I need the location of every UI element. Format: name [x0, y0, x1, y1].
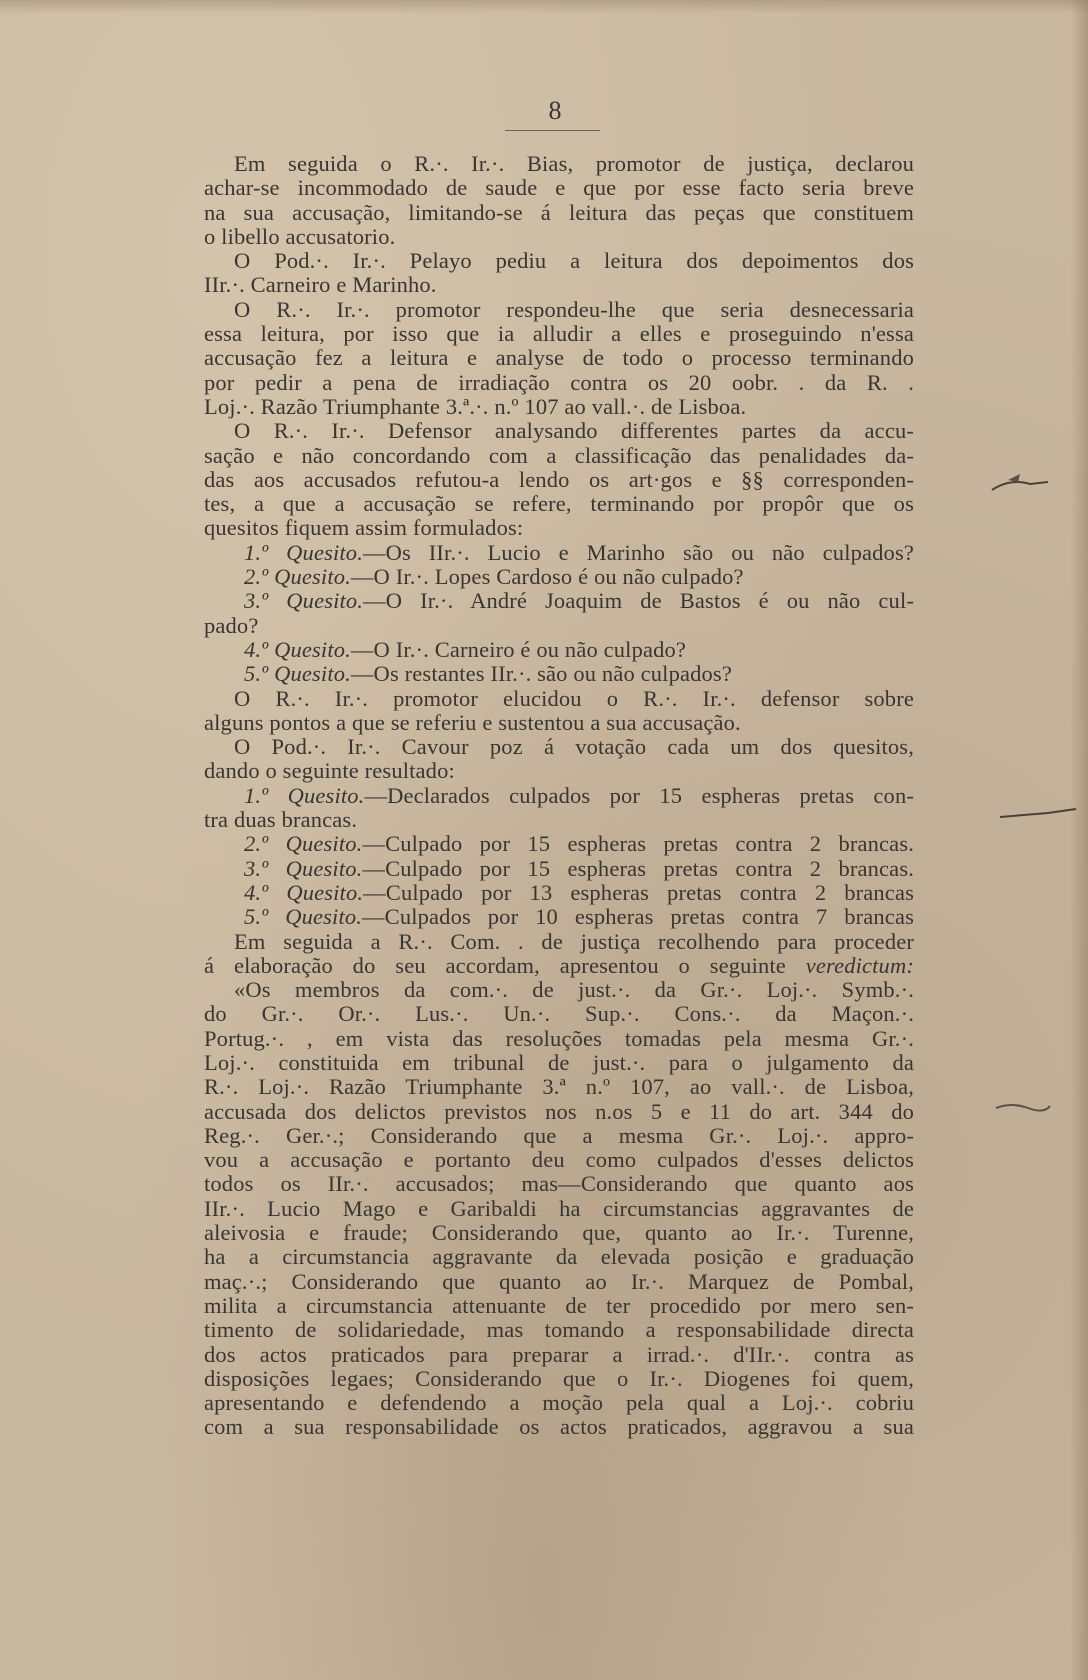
- text-line: essa leitura, por isso que ia alludir a elles e proseguindo n'essa: [204, 321, 914, 347]
- text-line: tra duas brancas.: [204, 807, 358, 833]
- text-line: maç.·.; Considerando que quanto ao Ir.·. Marquez de Pombal,: [204, 1268, 914, 1294]
- text-line: 2.º Quesito.—O Ir.·. Lopes Cardoso é ou não culpado?: [244, 564, 744, 590]
- text-line: Em seguida o R.·. Ir.·. Bias, promotor de justiça, declarou: [234, 151, 914, 176]
- text-line: tes, a que a accusação se refere, terminando por propôr que os: [204, 491, 914, 517]
- text-line: 5.º Quesito.—Culpados por 10 espheras pretas contra 7 brancas: [244, 904, 914, 930]
- italic-run: 3.º Quesito.: [244, 855, 363, 881]
- italic-run: 3.º Quesito.: [244, 588, 364, 614]
- text-line: O Pod.·. Ir.·. Cavour poz á votação cada um dos quesitos,: [234, 734, 914, 760]
- margin-mark-2-icon: [998, 805, 1078, 825]
- text-line: com a sua responsabilidade os actos praticados, aggravou a sua: [204, 1414, 914, 1440]
- text-line: todos os IIr.·. accusados; mas—Considerando que quanto aos: [204, 1171, 914, 1197]
- text-line: 1.º Quesito.—Declarados culpados por 15 espheras pretas con-: [244, 782, 914, 808]
- italic-run: 5.º Quesito.: [244, 661, 351, 687]
- text-line: Loj.·. Razão Triumphante 3.ª.·. n.º 107 ao vall.·. de Lisboa.: [204, 393, 747, 419]
- italic-run: 1.º Quesito.: [244, 539, 363, 565]
- text-line: aleivosia e fraude; Considerando que, quanto ao Ir.·. Turenne,: [204, 1220, 914, 1246]
- margin-mark-3-icon: [992, 1098, 1052, 1118]
- text-line: timento de solidariedade, mas tomando a responsabilidade directa: [204, 1317, 914, 1343]
- italic-run: 2.º Quesito.: [244, 564, 351, 590]
- text-line: 3.º Quesito.—Culpado por 15 espheras pretas contra 2 brancas.: [244, 855, 914, 881]
- italic-run: 5.º Quesito.: [244, 904, 363, 930]
- text-line: vou a accusação e portanto deu como culpados d'esses delictos: [204, 1147, 914, 1173]
- text-line: milita a circumstancia attenuante de ter procedido por mero sen-: [204, 1292, 914, 1318]
- margin-mark-1-icon: [990, 468, 1050, 498]
- text-line: O R.·. Ir.·. promotor respondeu-lhe que seria desnecessaria: [234, 296, 914, 322]
- text-line: alguns pontos a que se referiu e sustentou a sua accusação.: [204, 709, 741, 735]
- text-line: dando o seguinte resultado:: [204, 758, 455, 784]
- page-right-edge: [1070, 0, 1088, 1680]
- text-line: por pedir a pena de irradiação contra os 20 oobr. . da R. .: [204, 369, 914, 395]
- text-line: o libello accusatorio.: [204, 223, 396, 249]
- text-line: pado?: [204, 612, 259, 638]
- body-text: [204, 152, 914, 1440]
- text-line: 1.º Quesito.—Os IIr.·. Lucio e Marinho são ou não culpados?: [244, 539, 914, 565]
- text-line: dos actos praticados para preparar a irrad.·. d'IIr.·. contra as: [204, 1341, 914, 1367]
- italic-run: veredictum:: [805, 952, 914, 978]
- text-line: R.·. Loj.·. Razão Triumphante 3.ª n.º 107, ao vall.·. de Lisboa,: [204, 1074, 914, 1100]
- text-line: á elaboração do seu accordam, apresentou o seguinte veredictum:: [204, 952, 914, 978]
- italic-run: 2.º Quesito.: [244, 831, 363, 857]
- text-line: 2.º Quesito.—Culpado por 15 espheras pretas contra 2 brancas.: [244, 831, 914, 857]
- text-line: accusada dos delictos previstos nos n.os 5 e 11 do art. 344 do: [204, 1098, 914, 1124]
- text-line: Loj.·. constituida em tribunal de just.·. para o julgamento da: [204, 1049, 914, 1075]
- text-line: apresentando e defendendo a moção pela qual a Loj.·. cobriu: [204, 1390, 914, 1416]
- text-line: O R.·. Ir.·. Defensor analysando differentes partes da accu-: [234, 418, 914, 444]
- text-line: achar-se incommodado de saude e que por esse facto seria breve: [204, 175, 914, 201]
- page-number: 8: [548, 96, 562, 125]
- text-line: Portug.·. , em vista das resoluções tomadas pela mesma Gr.·.: [204, 1025, 914, 1051]
- text-line: O R.·. Ir.·. promotor elucidou o R.·. Ir.·. defensor sobre: [234, 685, 914, 711]
- text-line: IIr.·. Lucio Mago e Garibaldi ha circumstancias aggravantes de: [204, 1195, 914, 1221]
- text-line: 4.º Quesito.—Culpado por 13 espheras pretas contra 2 brancas: [244, 879, 914, 905]
- text-line: quesitos fiquem assim formulados:: [204, 515, 524, 541]
- page-number-rule: [505, 130, 600, 131]
- page-top-edge: [0, 0, 1088, 14]
- text-line: Reg.·. Ger.·.; Considerando que a mesma Gr.·. Loj.·. appro-: [204, 1122, 914, 1148]
- text-line: Em seguida a R.·. Com. . de justiça recolhendo para proceder: [234, 928, 914, 954]
- italic-run: 1.º Quesito.: [244, 782, 365, 808]
- text-line: das aos accusados refutou-a lendo os art·gos e §§ corresponden-: [204, 466, 914, 492]
- text-line: sação e não concordando com a classificação das penalidades da-: [204, 442, 914, 468]
- text-line: 4.º Quesito.—O Ir.·. Carneiro é ou não culpado?: [244, 636, 687, 662]
- text-line: do Gr.·. Or.·. Lus.·. Un.·. Sup.·. Cons.·. da Maçon.·.: [204, 1001, 914, 1027]
- text-line: «Os membros da com.·. de just.·. da Gr.·. Loj.·. Symb.·.: [234, 977, 914, 1003]
- italic-run: 4.º Quesito.: [244, 879, 364, 905]
- text-line: 3.º Quesito.—O Ir.·. André Joaquim de Bastos é ou não cul-: [244, 588, 914, 614]
- text-line: accusação fez a leitura e analyse de todo o processo terminando: [204, 345, 914, 371]
- text-line: na sua accusação, limitando-se á leitura das peças que constituem: [204, 199, 914, 225]
- text-line: IIr.·. Carneiro e Marinho.: [204, 272, 437, 298]
- text-line: O Pod.·. Ir.·. Pelayo pediu a leitura dos depoimentos dos: [234, 248, 914, 274]
- text-line: 5.º Quesito.—Os restantes IIr.·. são ou não culpados?: [244, 661, 732, 687]
- text-line: disposições legaes; Considerando que o Ir.·. Diogenes foi quem,: [204, 1365, 914, 1391]
- italic-run: 4.º Quesito.: [244, 636, 351, 662]
- text-line: ha a circumstancia aggravante da elevada posição e graduação: [204, 1244, 914, 1270]
